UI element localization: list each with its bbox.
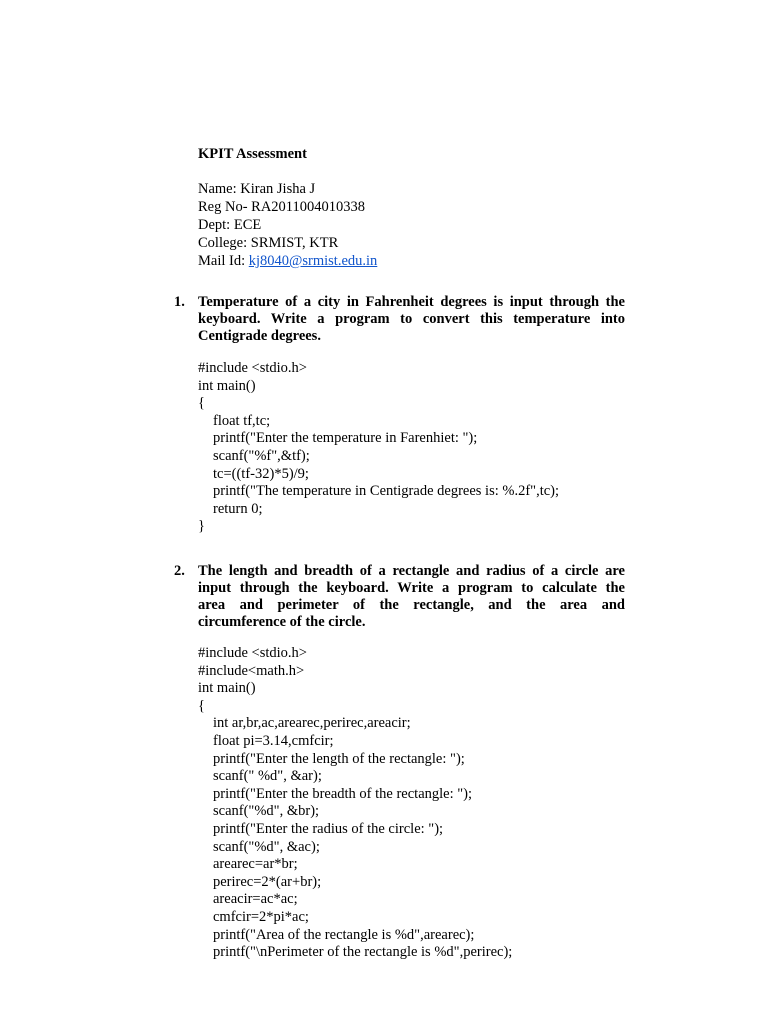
code-line: printf("\nPerimeter of the rectangle is %d",perirec); [213, 944, 513, 961]
code-line: scanf(" %d", &ar); [213, 768, 322, 785]
code-line: } [198, 518, 205, 535]
code-line: printf("The temperature in Centigrade degrees is: %.2f",tc); [213, 483, 560, 500]
code-line: printf("Area of the rectangle is %d",arearec); [213, 926, 475, 943]
question-1-number: 1. [174, 294, 185, 310]
college: College: SRMIST, KTR [198, 235, 339, 251]
mail-row [198, 252, 377, 270]
code-line: { [198, 395, 205, 412]
department: Dept: ECE [198, 217, 262, 233]
code-line: tc=((tf-32)*5)/9; [213, 465, 309, 482]
code-line: areacir=ac*ac; [213, 891, 298, 908]
student-name: Name: Kiran Jisha J [198, 181, 316, 197]
code-line: scanf("%f",&tf); [213, 447, 310, 464]
code-line: printf("Enter the breadth of the rectangle: "); [213, 785, 473, 802]
code-line: #include <stdio.h> [198, 360, 307, 376]
code-line: #include<math.h> [198, 662, 305, 679]
code-line: perirec=2*(ar+br); [213, 873, 322, 890]
question-1-line: Centigrade degrees. [198, 328, 321, 344]
code-line: { [198, 697, 205, 714]
code-line: #include <stdio.h> [198, 645, 307, 661]
code-line: printf("Enter the length of the rectangle: "); [213, 750, 465, 767]
question-2-line: input through the keyboard. Write a program to calculate the [198, 580, 625, 596]
code-line: int main() [198, 377, 256, 394]
question-2-line: circumference of the circle. [198, 614, 366, 630]
mail-label: Mail Id: [198, 253, 249, 269]
question-1-text [198, 294, 625, 345]
code-line: printf("Enter the temperature in Farenhiet: "); [213, 430, 478, 447]
mail-link[interactable]: kj8040@srmist.edu.in [248, 253, 378, 269]
question-2-text [198, 563, 625, 631]
code-line: printf("Enter the radius of the circle: "); [213, 820, 444, 837]
question-1-line: Temperature of a city in Fahrenheit degrees is input through the [198, 294, 625, 310]
question-1-code [198, 360, 559, 536]
code-line: int ar,br,ac,arearec,perirec,areacir; [213, 715, 411, 732]
code-line: int main() [198, 680, 256, 697]
question-2-number: 2. [174, 563, 185, 579]
code-line: return 0; [213, 500, 263, 517]
code-line: scanf("%d", &ac); [213, 838, 320, 855]
question-2-line: The length and breadth of a rectangle and radius of a circle are [198, 563, 625, 579]
question-2-code [198, 645, 512, 962]
document-title: KPIT Assessment [198, 146, 307, 162]
code-line: cmfcir=2*pi*ac; [213, 908, 309, 925]
code-line: arearec=ar*br; [213, 856, 298, 873]
code-line: scanf("%d", &br); [213, 803, 320, 820]
question-2-line: area and perimeter of the rectangle, and the area and [198, 597, 625, 613]
code-line: float pi=3.14,cmfcir; [213, 732, 334, 749]
reg-no: Reg No- RA2011004010338 [198, 199, 366, 215]
question-1-line: keyboard. Write a program to convert this temperature into [198, 311, 625, 327]
code-line: float tf,tc; [213, 412, 271, 429]
